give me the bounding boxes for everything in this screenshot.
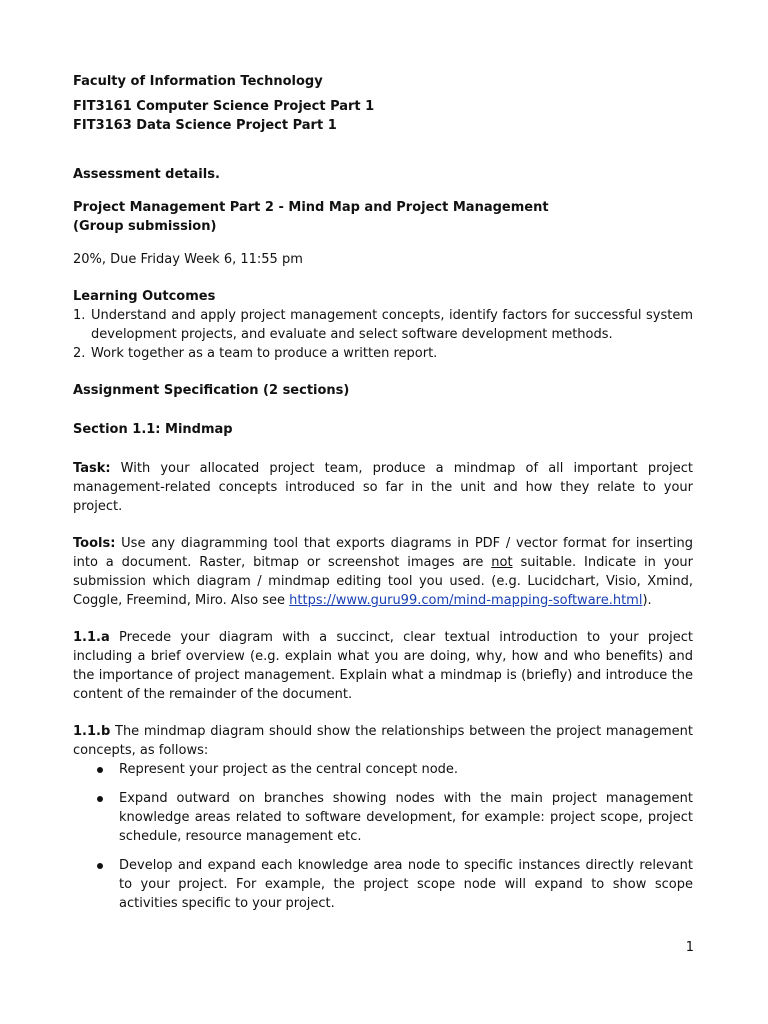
list-item (73, 856, 693, 913)
list-item (73, 760, 693, 779)
tools-text-1: Use any diagramming tool that exports diagrams in PDF / vector format for inserting into a document. Raster, bitmap or screenshot images are (73, 536, 693, 570)
unit-code-1: FIT3161 Computer Science Project Part 1 (73, 99, 375, 114)
section-1-1-b-label: 1.1.b (73, 724, 111, 739)
section-1-1-a-label: 1.1.a (73, 630, 110, 645)
bullet-dot-icon (97, 796, 103, 802)
mind-mapping-software-link[interactable]: https://www.guru99.com/mind-mapping-software.html (289, 593, 643, 608)
faculty-title: Faculty of Information Technology (73, 74, 323, 89)
section-heading: Section 1.1: Mindmap (73, 422, 233, 437)
learning-outcomes-list (73, 306, 693, 363)
tools-text-2: suitable. Indicate in your submission which diagram / mindmap editing tool you used. (e.g. Lucidchart, Visio, Xmind, Coggle, Freemind, Miro. Also see (73, 555, 693, 608)
task-label: Task: (73, 461, 111, 476)
bullet-text: Represent your project as the central concept node. (119, 762, 459, 777)
document-content (73, 72, 693, 913)
page-number: 1 (685, 940, 694, 955)
tools-text-3: ). (642, 593, 652, 608)
tools-label: Tools: (73, 536, 116, 551)
weight-due-date: 20%, Due Friday Week 6, 11:55 pm (73, 252, 303, 267)
bullet-dot-icon (97, 767, 103, 773)
assessment-title-line1: Project Management Part 2 - Mind Map and Project Management (73, 200, 549, 215)
task-paragraph (73, 459, 693, 516)
list-item (73, 344, 693, 363)
tools-not: not (491, 555, 513, 570)
section-1-1-a (73, 628, 693, 704)
list-text: Work together as a team to produce a written report. (91, 346, 438, 361)
section-1-1-b (73, 722, 693, 760)
list-number: 2. (73, 346, 86, 361)
mindmap-bullets (73, 760, 693, 913)
section-1-1-b-text: The mindmap diagram should show the relationships between the project management concepts, as follows: (73, 724, 693, 758)
list-number: 1. (73, 308, 86, 323)
bullet-text: Develop and expand each knowledge area node to specific instances directly relevant to your project. For example, the project scope node will expand to show scope activities specific to your project. (119, 858, 693, 911)
assessment-heading: Assessment details. (73, 167, 220, 182)
bullet-dot-icon (97, 863, 103, 869)
list-item (73, 306, 693, 344)
bullet-text: Expand outward on branches showing nodes with the main project management knowledge areas related to software development, for example: project scope, project schedule, resource management etc. (119, 791, 693, 844)
unit-code-2: FIT3163 Data Science Project Part 1 (73, 118, 337, 133)
spec-heading: Assignment Specification (2 sections) (73, 383, 350, 398)
list-text: Understand and apply project management concepts, identify factors for successful system development projects, and evaluate and select software development methods. (91, 308, 693, 342)
section-1-1-a-text: Precede your diagram with a succinct, clear textual introduction to your project including a brief overview (e.g. explain what you are doing, why, how and who benefits) and the importance of project management. Explain what a mindmap is (briefly) and introduce the content of the remainder of the document. (73, 630, 693, 702)
tools-paragraph (73, 534, 693, 610)
task-text: With your allocated project team, produce a mindmap of all important project management-related concepts introduced so far in the unit and how they relate to your project. (73, 461, 693, 514)
assessment-title (73, 198, 693, 236)
learning-outcomes-heading: Learning Outcomes (73, 289, 216, 304)
list-item (73, 789, 693, 846)
assessment-title-line2: (Group submission) (73, 219, 217, 234)
